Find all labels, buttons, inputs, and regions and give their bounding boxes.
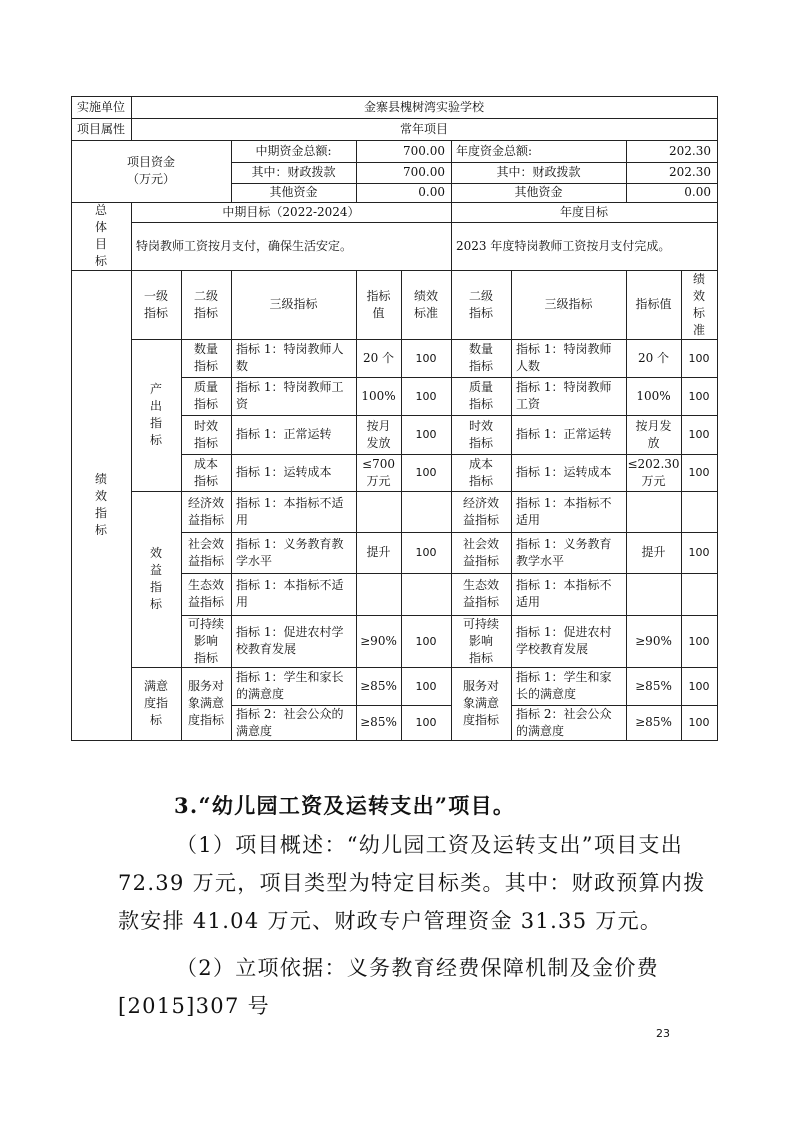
row-standard-annual: 100 [688, 546, 710, 559]
row-level2-annual: 成本 指标 [468, 456, 493, 488]
table-rule [71, 740, 718, 741]
section-heading: 3.“幼儿园工资及运转支出”项目。 [174, 793, 516, 818]
mid-other-label: 其他资金 [269, 185, 318, 199]
row-level2: 社会效 益指标 [187, 536, 224, 568]
row-value-annual: 提升 [641, 545, 666, 559]
row-value-annual: 100% [636, 388, 671, 403]
row-level2: 成本 指标 [193, 456, 218, 488]
group-output-indicators: 产 出 指 标 [149, 382, 162, 447]
year-other-label: 其他资金 [514, 185, 563, 199]
row-value-annual [626, 491, 681, 532]
row-level3: 指标 1：正常运转 [236, 427, 332, 441]
row-level3-annual: 指标 1：学生和家 长的满意度 [516, 670, 612, 701]
attr-value: 常年项目 [399, 121, 448, 136]
row-value-annual: ≤202.30 万元 [627, 456, 680, 488]
mid-other-value: 0.00 [418, 185, 445, 199]
row-value-annual: 20 个 [637, 350, 670, 365]
row-standard-annual [681, 491, 717, 532]
col-header-level3-annual: 三级指标 [544, 297, 593, 311]
unit-label: 实施单位 [76, 99, 125, 114]
year-goal-text: 2023 年度特岗教师工资按月支付完成。 [456, 238, 671, 253]
mid-fiscal-value: 700.00 [403, 165, 445, 179]
row-level3: 指标 1：本指标不适 用 [236, 578, 344, 609]
unit-value: 金寨县槐树湾实验学校 [363, 99, 484, 114]
performance-table [71, 96, 717, 740]
year-other-value: 0.00 [684, 185, 711, 199]
row-value-annual: ≥90% [635, 633, 672, 648]
group-satisfaction-indicators: 满意 度指 标 [143, 679, 168, 727]
overview-line-2: 72.39 万元，项目类型为特定目标类。其中：财政预算内拨 [118, 871, 706, 895]
row-value: 提升 [366, 545, 391, 559]
fund-label: 项目资金 （万元） [126, 155, 175, 186]
row-level3-annual: 指标 1：促进农村 学校教育发展 [516, 625, 612, 656]
row-standard-annual: 100 [688, 351, 710, 365]
col-header-level2: 二级 指标 [193, 288, 218, 320]
row-value: 20 个 [362, 350, 395, 365]
row-level2-annual: 可持续 影响 指标 [462, 616, 499, 665]
row-value-annual: 按月发 放 [635, 418, 672, 450]
mid-total-label: 中期资金总额: [255, 143, 332, 158]
row-level3-annual: 指标 1：特岗教师 人数 [516, 342, 612, 373]
col-header-level3: 三级指标 [269, 297, 318, 311]
row-level3-annual: 指标 2：社会公众 的满意度 [516, 706, 612, 738]
row-standard-annual: 100 [688, 634, 710, 648]
row-level2: 数量 指标 [193, 342, 218, 373]
row-standard [401, 491, 451, 532]
row-standard: 100 [415, 351, 437, 365]
row-standard-annual: 100 [688, 466, 710, 479]
group-benefit-indicators: 效 益 指 标 [149, 546, 162, 611]
row-standard: 100 [415, 634, 437, 648]
row-level3: 指标 2：社会公众的 满意度 [236, 706, 344, 738]
mid-goal-header: 中期目标（2022-2024） [222, 204, 360, 219]
row-level3-annual: 指标 1：特岗教师 工资 [516, 380, 612, 411]
overview-line-1: （1）项目概述：“幼儿园工资及运转支出”项目支出 [176, 833, 684, 857]
row-level3-annual: 指标 1：本指标不 适用 [516, 495, 612, 527]
attr-label: 项目属性 [76, 121, 125, 136]
mid-total-value: 700.00 [403, 143, 445, 158]
row-level3: 指标 1：特岗教师人 数 [236, 342, 344, 373]
row-value: ≤700 万元 [362, 456, 395, 488]
row-level2-annual: 质量 指标 [468, 380, 493, 411]
row-standard: 100 [415, 716, 437, 729]
row-value: 按月 发放 [366, 418, 391, 450]
row-level3: 指标 1：促进农村学 校教育发展 [236, 625, 344, 656]
row-standard: 100 [415, 546, 437, 559]
row-level3-annual: 指标 1：正常运转 [516, 427, 612, 441]
row-value-annual [626, 573, 681, 615]
row-standard-annual [681, 573, 717, 615]
col-header-level1: 一级 指标 [143, 288, 168, 320]
row-value: ≥85% [360, 678, 397, 693]
row-standard [401, 573, 451, 615]
row-level2: 经济效 益指标 [187, 495, 224, 527]
row-value [356, 491, 401, 532]
table-rule [717, 96, 718, 741]
year-total-value: 202.30 [669, 143, 711, 158]
year-goal-header: 年度目标 [559, 204, 608, 219]
row-standard-annual: 100 [688, 428, 710, 441]
basis-line-2: [2015]307 号 [118, 994, 270, 1018]
page-number: 23 [656, 1027, 670, 1040]
mid-fiscal-label: 其中：财政拨款 [251, 165, 336, 179]
row-standard-annual: 100 [688, 716, 710, 729]
row-level3-annual: 指标 1：运转成本 [516, 465, 612, 479]
row-value-annual: ≥85% [635, 715, 672, 729]
year-fiscal-value: 202.30 [669, 165, 711, 179]
row-value-annual: ≥85% [635, 678, 672, 693]
row-value: 100% [361, 388, 396, 403]
overview-line-3: 款安排 41.04 万元、财政专户管理资金 31.35 万元。 [118, 909, 663, 933]
col-header-standard-annual: 绩 效 标 准 [692, 271, 705, 337]
col-header-level2-annual: 二级 指标 [468, 288, 493, 320]
overall-goal-label: 总 体 目 标 [94, 203, 107, 268]
row-standard-annual: 100 [688, 389, 710, 403]
basis-line-1: （2）立项依据：义务教育经费保障机制及金价费 [176, 956, 659, 980]
row-level3: 指标 1：本指标不适 用 [236, 495, 344, 527]
mid-goal-text: 特岗教师工资按月支付，确保生活安定。 [136, 238, 353, 253]
performance-label: 绩 效 指 标 [94, 472, 107, 537]
row-standard: 100 [415, 428, 437, 441]
row-level2-annual: 数量 指标 [468, 342, 493, 373]
col-header-standard: 绩效 标准 [413, 288, 438, 320]
row-value [356, 573, 401, 615]
row-value: ≥85% [360, 715, 397, 729]
satisfaction-level2: 服务对 象满意 度指标 [187, 679, 224, 727]
row-level2: 生态效 益指标 [187, 578, 224, 609]
row-level3: 指标 1：运转成本 [236, 465, 332, 479]
row-standard: 100 [415, 466, 437, 479]
row-value: ≥90% [360, 633, 397, 648]
col-header-value: 指标 值 [366, 288, 391, 320]
row-standard-annual: 100 [688, 679, 710, 693]
row-standard: 100 [415, 389, 437, 403]
col-header-value-annual: 指标值 [635, 297, 672, 311]
row-level3-annual: 指标 1：本指标不 适用 [516, 578, 612, 609]
row-level2-annual: 生态效 益指标 [462, 578, 499, 609]
year-fiscal-label: 其中：财政拨款 [496, 165, 581, 179]
row-level3: 指标 1：义务教育教 学水平 [236, 536, 344, 568]
row-level3-annual: 指标 1：义务教育 教学水平 [516, 536, 612, 568]
row-standard: 100 [415, 679, 437, 693]
row-level2-annual: 社会效 益指标 [462, 536, 499, 568]
row-level2-annual: 经济效 益指标 [462, 495, 499, 527]
row-level2: 质量 指标 [193, 380, 218, 411]
year-total-label: 年度资金总额: [456, 143, 533, 158]
row-level2: 可持续 影响 指标 [187, 616, 224, 665]
row-level2-annual: 时效 指标 [468, 418, 493, 450]
row-level3: 指标 1：特岗教师工 资 [236, 380, 344, 411]
row-level2: 时效 指标 [193, 418, 218, 450]
satisfaction-level2-annual: 服务对 象满意 度指标 [462, 679, 499, 727]
row-level3: 指标 1：学生和家长 的满意度 [236, 670, 344, 701]
